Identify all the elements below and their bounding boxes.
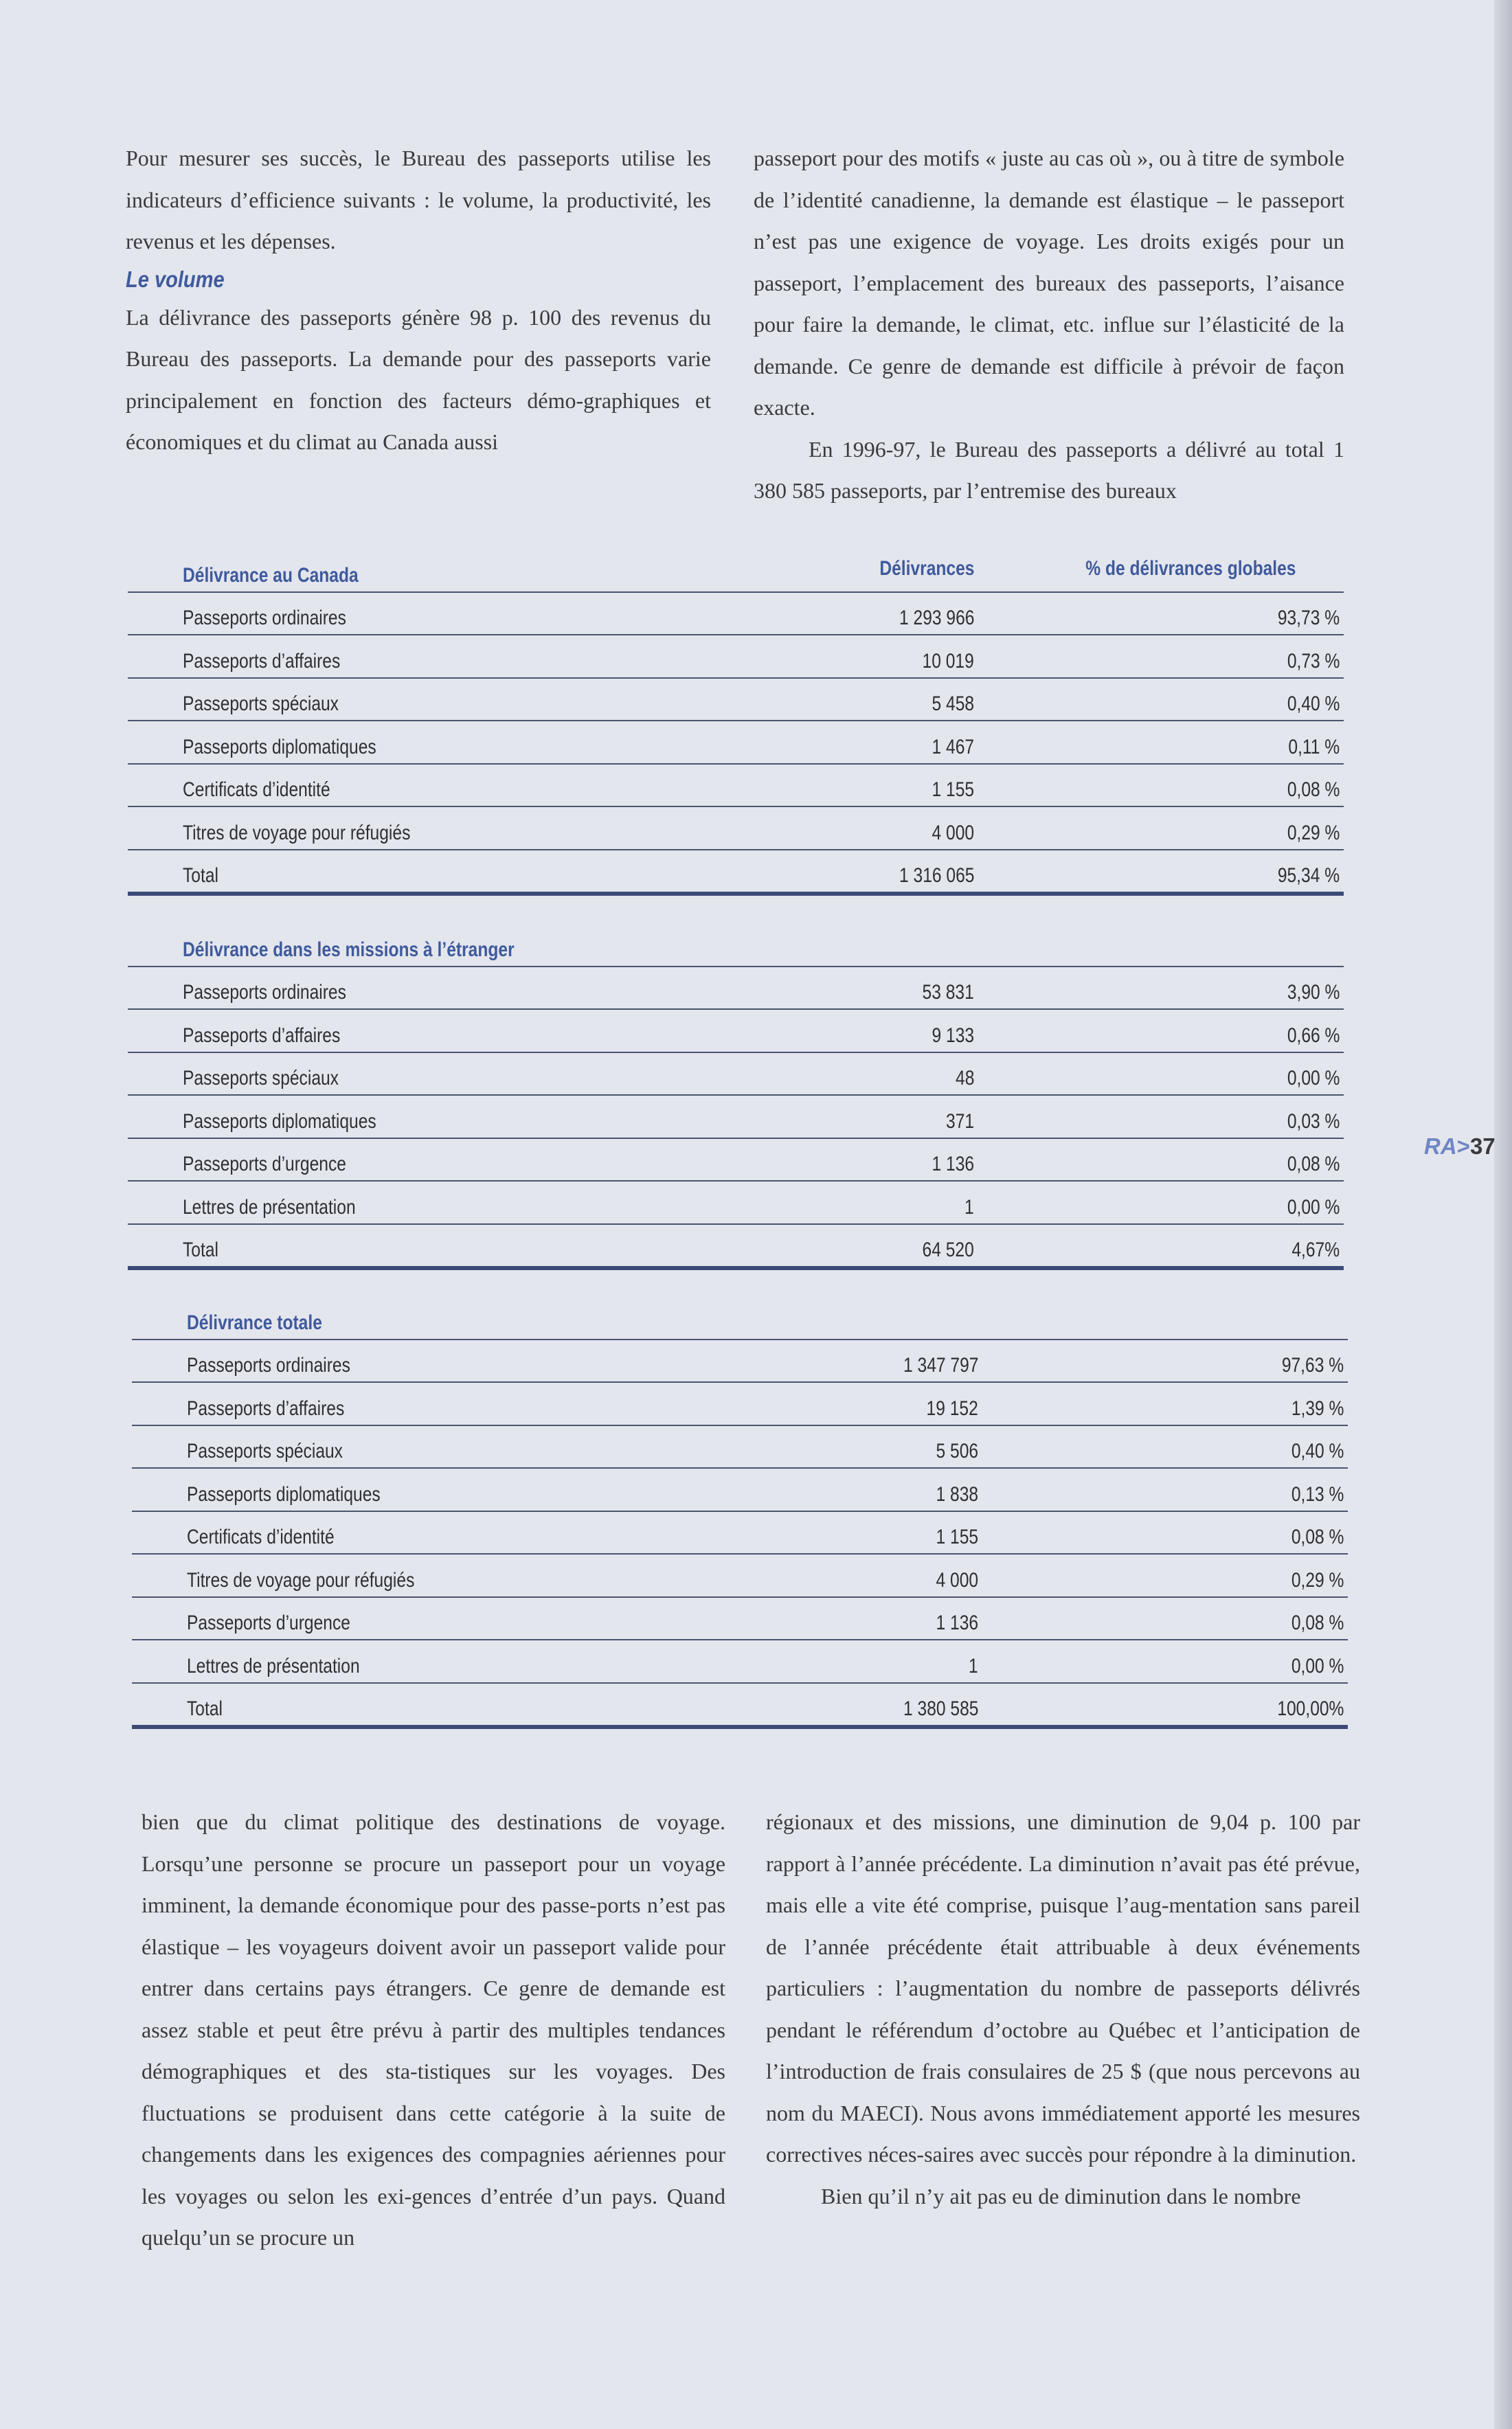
row-issued-value: 1 347 797 [903,1354,978,1377]
row-percent-value: 0,40 % [1287,692,1340,715]
table-total [132,1297,1348,1729]
row-issued-value: 9 133 [932,1024,974,1047]
row-percent-value: 1,39 % [1291,1397,1344,1420]
row-percent-value: 0,73 % [1287,649,1340,673]
table-row [132,1340,1348,1383]
table-title-row [128,550,1344,593]
row-percent-value: 0,08 % [1291,1612,1344,1634]
row-percent-value: 0,11 % [1288,735,1340,758]
row-label: Lettres de présentation [187,1654,360,1677]
table-total-row [128,1225,1344,1271]
table-total-row [128,850,1344,896]
continuation-paragraph: Bien qu’il n’y ait pas eu de diminution dans le nombre [821,2183,1301,2208]
table-canada [128,550,1344,896]
row-label: Passeports diplomatiques [187,1482,381,1506]
row-percent-value: 0,29 % [1291,1568,1344,1592]
row-percent-value: 0,08 % [1287,778,1340,801]
row-label: Passeports ordinaires [183,981,346,1004]
row-percent-value: 0,66 % [1287,1024,1340,1047]
row-label: Passeports d’affaires [183,1024,341,1047]
row-label: Passeports spéciaux [187,1440,343,1462]
row-issued-value: 10 019 [922,649,974,673]
table-row [132,1555,1348,1598]
top-left-column [126,137,711,463]
row-label: Passeports diplomatiques [183,1109,376,1133]
table-row [128,635,1344,679]
row-percent-value: 3,90 % [1287,981,1340,1004]
row-percent-value: 100,00% [1276,1697,1344,1720]
page-number-prefix: RA [1424,1133,1457,1159]
row-label: Passeports d’urgence [187,1612,350,1634]
page-number-separator: > [1456,1133,1470,1159]
row-label: Passeports d’urgence [183,1153,346,1175]
row-issued-value: 64 520 [922,1239,974,1261]
row-label: Total [183,1239,218,1261]
row-issued-value: 19 152 [926,1397,978,1420]
table-row [128,1010,1344,1053]
climate-paragraph: bien que du climat politique des destinations de voyage. Lorsqu’une personne se procure un passeport pour un voyage imminent, la demande économique pour des passe-ports n’est pas élastique – les voyageurs doivent avoir un passeport valide pour entrer dans certains pays étrangers. Ce genre de demande est assez stable et peut être prévu à partir des multiples tendances démographiques et des sta-tistiques sur les voyages. Des fluctuations se produisent dans cette catégorie à la suite de changements dans les exigences des compagnies aériennes pour les voyages ou selon les exi-gences d’entrée d’un pays. Quand quelqu’un se procure un [142,1809,725,2250]
row-label: Titres de voyage pour réfugiés [187,1568,415,1592]
row-percent-value: 0,00 % [1287,1067,1340,1089]
row-issued-value: 1 316 065 [899,864,974,887]
row-issued-value: 1 136 [932,1153,974,1175]
table-row [128,807,1344,850]
table-row [132,1640,1348,1684]
table-title: Délivrance dans les missions à l’étranger [183,938,515,961]
row-issued-value: 1 [969,1654,978,1677]
column-header-issued: Délivrances [879,556,974,580]
table-title: Délivrance au Canada [183,563,359,587]
table-row [128,679,1344,722]
row-label: Certificats d’identité [187,1526,335,1548]
row-label: Certificats d’identité [183,778,330,801]
row-percent-value: 0,00 % [1287,1195,1340,1219]
table-row [128,1139,1344,1182]
row-issued-value: 1 155 [936,1526,978,1548]
table-title: Délivrance totale [187,1311,322,1334]
row-percent-value: 0,08 % [1291,1526,1344,1548]
elasticity-paragraph: passeport pour des motifs « juste au cas où », ou à titre de symbole de l’identité canadienne, la demande est élastique – le passeport n’est pas une exigence de voyage. Les droits exigés pour un passeport, l’emplacement des bureaux des passeports, l’aisance pour faire la demande, le climat, etc. influe sur l’élasticité de la demande. Ce genre de demande est difficile à prévoir de façon exacte. [754,146,1344,420]
row-issued-value: 1 136 [936,1612,978,1634]
table-title-row [128,924,1344,967]
row-label: Total [183,864,218,887]
row-issued-value: 5 506 [936,1440,978,1462]
table-title-row [132,1297,1348,1340]
decrease-paragraph: régionaux et des missions, une diminution de 9,04 p. 100 par rapport à l’année précédente. La diminution n’avait pas été prévue, mais elle a vite été comprise, puisque l’aug-mentation sans pareil de l’année précédente était attribuable à deux événements particuliers : l’augmentation du nombre de passeports délivrés pendant le référendum d’octobre au Québec et l’anticipation de l’introduction de frais consulaires de 25 $ (que nous percevons au nom du MAECI). Nous avons immédiatement apporté les mesures correctives néces-saires avec succès pour répondre à la diminution. [766,1809,1360,2167]
row-label: Passeports ordinaires [187,1354,350,1377]
row-percent-value: 93,73 % [1277,607,1340,629]
row-label: Passeports d’affaires [187,1397,345,1420]
row-issued-value: 371 [945,1109,974,1133]
row-percent-value: 0,03 % [1287,1109,1340,1133]
table-row [128,593,1344,636]
row-label: Passeports spéciaux [183,692,339,715]
page-number [1424,1133,1496,1160]
row-percent-value: 4,67% [1291,1239,1340,1261]
row-percent-value: 0,29 % [1287,821,1340,844]
row-label: Lettres de présentation [183,1195,356,1219]
top-right-column [754,137,1344,512]
table-row [132,1469,1348,1512]
row-label: Passeports spéciaux [183,1067,339,1089]
row-percent-value: 0,13 % [1291,1482,1344,1506]
table-abroad [128,924,1344,1270]
row-issued-value: 1 155 [932,778,974,801]
table-row [128,967,1344,1010]
row-percent-value: 0,00 % [1291,1654,1344,1677]
table-row [132,1426,1348,1469]
table-row [132,1598,1348,1641]
table-row [128,1053,1344,1096]
row-percent-value: 95,34 % [1277,864,1340,887]
volume-heading: Le volume [126,266,225,292]
row-percent-value: 97,63 % [1281,1354,1344,1377]
row-issued-value: 1 838 [936,1482,978,1506]
intro-paragraph: Pour mesurer ses succès, le Bureau des passeports utilise les indicateurs d’efficience suivants : le volume, la productivité, les revenus et les dépenses. [126,146,711,253]
bottom-right-column [766,1801,1360,2217]
table-row [132,1512,1348,1555]
table-row [128,1096,1344,1139]
table-row [128,721,1344,765]
row-percent-value: 0,40 % [1291,1440,1344,1462]
row-issued-value: 53 831 [922,981,974,1004]
column-header-percent: % de délivrances globales [1085,556,1296,580]
row-label: Passeports diplomatiques [183,735,376,758]
row-label: Passeports d’affaires [183,649,341,673]
table-row [132,1383,1348,1426]
issuance-paragraph: En 1996-97, le Bureau des passeports a délivré au total 1 380 585 passeports, par l’entremise des bureaux [754,436,1344,503]
page-edge [1494,0,1512,2429]
row-percent-value: 0,08 % [1287,1153,1340,1175]
row-issued-value: 1 380 585 [903,1697,978,1720]
table-total-row [132,1684,1348,1730]
page-number-value: 37 [1469,1133,1496,1159]
row-label: Total [187,1697,223,1720]
row-label: Passeports ordinaires [183,607,346,629]
row-issued-value: 4 000 [936,1568,978,1592]
volume-paragraph: La délivrance des passeports génère 98 p. 100 des revenus du Bureau des passeports. La demande pour des passeports varie principalement en fonction des facteurs démo-graphiques et économiques et du climat au Canada aussi [126,304,711,454]
table-row [128,1182,1344,1225]
row-issued-value: 1 467 [932,735,974,758]
row-label: Titres de voyage pour réfugiés [183,821,411,844]
row-issued-value: 4 000 [932,821,974,844]
row-issued-value: 1 [964,1195,974,1219]
bottom-left-column [142,1801,725,2259]
row-issued-value: 48 [955,1067,974,1089]
row-issued-value: 5 458 [932,692,974,715]
table-row [128,765,1344,808]
row-issued-value: 1 293 966 [899,607,974,629]
